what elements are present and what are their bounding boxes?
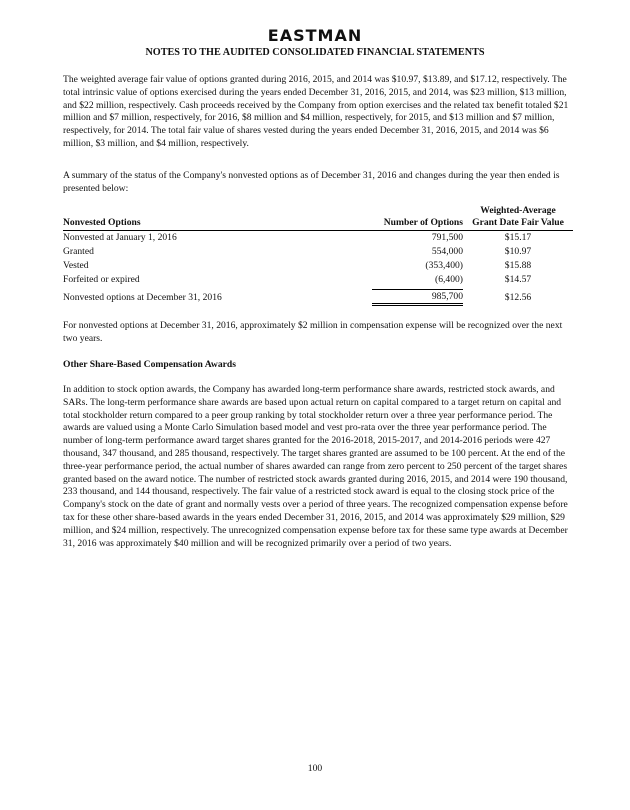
paragraph-summary-intro: A summary of the status of the Company's nonvested options as of December 31, 2016 and changes during the year then ended is presented below: (63, 170, 560, 194)
row-fair-value: $15.17 (504, 232, 532, 243)
row-label: Vested (63, 260, 89, 271)
table-row (63, 245, 573, 259)
header-nonvested-options: Nonvested Options (63, 205, 348, 231)
row-fair-value: $14.57 (504, 274, 532, 285)
row-options: (6,400) (435, 274, 463, 285)
total-label: Nonvested options at December 31, 2016 (63, 291, 222, 303)
row-fair-value: $10.97 (504, 246, 532, 257)
row-fair-value: $15.88 (504, 260, 532, 271)
row-options: 554,000 (431, 246, 463, 257)
row-label: Nonvested at January 1, 2016 (63, 232, 177, 243)
row-label: Granted (63, 246, 94, 257)
table-total-row (63, 289, 573, 306)
row-label: Forfeited or expired (63, 274, 140, 285)
paragraph-compensation-expense: For nonvested options at December 31, 2016, approximately $2 million in compensation expense will be recognized over the next two years. (63, 320, 563, 344)
row-options: 791,500 (431, 232, 463, 243)
header-weighted-average-line1: Weighted-Average (480, 205, 556, 216)
section-subheading: Other Share-Based Compensation Awards (63, 359, 236, 370)
header-weighted-average (463, 205, 573, 231)
header-number-of-options: Number of Options (348, 205, 463, 231)
table-header-row (63, 205, 573, 231)
table-row (63, 231, 573, 246)
page-heading: NOTES TO THE AUDITED CONSOLIDATED FINANCIAL STATEMENTS (145, 47, 485, 58)
table-row (63, 259, 573, 273)
total-options: 985,700 (372, 289, 463, 306)
row-options: (353,400) (425, 260, 463, 271)
total-options-cell (348, 289, 463, 306)
total-fair-value: $12.56 (504, 292, 532, 303)
table-row (63, 273, 573, 289)
paragraph-option-values: The weighted average fair value of options granted during 2016, 2015, and 2014 was $10.97, $13.89, and $17.12, respectively. The total intrinsic value of options exercised during the years ended December 31, 2016, 2015, and 2014, was $23 million, $13 million, and $22 million, respectively. Cash proceeds received by the Company from option exercises and the related tax benefit totaled $21 million and $7 million, respectively, for 2016, $8 million and $4 million, respectively, for 2015, and $13 million and $7 million, respectively, for 2014. The total fair value of shares vested during the years ended December 31, 2016, 2015, and 2014 was $6 million, $3 million, and $4 million, respectively. (63, 74, 569, 149)
total-fair-value-cell (463, 289, 573, 306)
company-logo-text: EASTMAN (267, 26, 363, 45)
page-number: 100 (307, 763, 323, 774)
paragraph-other-awards: In addition to stock option awards, the Company has awarded long-term performance share awards, restricted stock awards, and SARs. The long-term performance share awards are based upon actual return on capital compared to a target return on capital and total stockholder return compared to a peer group ranking by total stockholder return over a three year performance period. The awards are valued using a Monte Carlo Simulation based model and vest pro-rata over the three year performance period. The number of long-term performance award target shares granted for the 2016-2018, 2015-2017, and 2014-2016 periods were 427 thousand, 347 thousand, and 285 thousand, respectively. The target shares granted are assumed to be 100 percent. At the end of the three-year performance period, the actual number of shares awarded can range from zero percent to 250 percent of the target shares granted based on the award notice. The number of restricted stock awards granted during 2016, 2015, and 2014 were 190 thousand, 233 thousand, and 144 thousand, respectively. The fair value of a restricted stock award is equal to the closing stock price of the Company's stock on the date of grant and normally vests over a period of three years. The recognized compensation expense before tax for these other share-based awards in the years ended December 31, 2016, 2015, and 2014 was approximately $29 million, $29 million, and $24 million, respectively. The unrecognized compensation expense before tax for these same type awards at December 31, 2016 was approximately $40 million and will be recognized primarily over a period of two years. (63, 384, 568, 549)
nonvested-options-table (63, 205, 573, 306)
header-weighted-average-line2: Grant Date Fair Value (472, 217, 564, 228)
